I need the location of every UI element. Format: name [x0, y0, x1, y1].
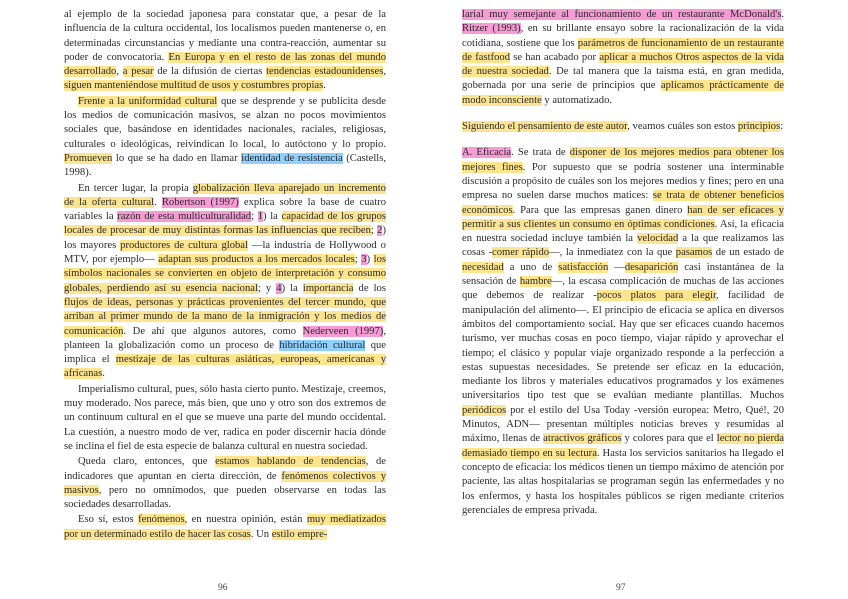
text-run: . Así, la eficacia en nuestra sociedad incluye también la — [462, 218, 784, 245]
text-run: . De tal manera que la taisma está, en gran medida, gobernada por una serie de principios que — [462, 66, 784, 92]
text-run: —, la inmediatez con la que — [549, 247, 676, 259]
highlighted-text: los símbolos nacionales se convierten en objeto de interpretación y consumo globales, perdiendo así su esencia nacional — [64, 254, 386, 294]
text-run: . — [781, 9, 784, 20]
highlighted-text: 1 — [257, 211, 264, 223]
highlighted-text: han de ser eficaces y permitir a sus clientes un consumo en óptimas condiciones — [462, 204, 784, 230]
text-run: . Hasta los servicios sanitarios ha llegado el concepto de eficacia: los médicos tienen un tiempo máximo de atención por paciente, las altas hospitalarias se programan según las enfermedades y no los enfermos, y hasta los hospitales públicos se rigen mediante criterios gerenciales de empresa privada. — [462, 447, 784, 516]
highlighted-text: aplicamos prácticamente de modo inconsciente — [462, 80, 784, 106]
highlighted-text: identidad de resistencia — [241, 152, 343, 164]
highlighted-text: a pesar — [122, 66, 154, 78]
right-page — [440, 0, 808, 599]
text-run: , facilidad de manipulación del alimento—. El principio de eficacia se aplica en diversos ámbitos del comportamiento social. Hay que ser eficaces cuando hacemos turismo, ver muchas cosas en poco tiempo, viajar rápido y aprovechar el tiempo; el clásico y popular viaje organizado responde a la perfección a estas supuestas necesidades. Se pretende ser eficaz en la educación, mediante los libros y materiales educativos programados y los exámenes universitarios tipo test que se evalúan mediante plantillas. Muchos — [462, 290, 784, 402]
paragraph — [462, 146, 784, 518]
highlighted-text: Ritzer (1993) — [462, 23, 521, 35]
text-run: casi instantánea de la sensación de — [462, 261, 784, 288]
highlighted-text: tendencias estadounidenses — [266, 66, 384, 78]
text-run: , — [383, 66, 387, 78]
text-run: ) — [366, 254, 374, 266]
paragraph — [462, 120, 784, 134]
text-run: En tercer lugar, la propia — [78, 182, 193, 194]
highlighted-text: estilo empre- — [271, 528, 328, 540]
text-run: Queda claro, entonces, que — [78, 456, 216, 468]
text-run: . — [154, 196, 162, 208]
highlighted-text: fenómenos colectivos y masivos — [64, 470, 386, 496]
paragraph — [64, 383, 386, 454]
highlighted-text: productores de cultura global — [120, 239, 248, 251]
highlighted-text: satisfacción — [558, 261, 609, 273]
highlighted-text: velocidad — [637, 233, 679, 245]
highlighted-text: 4 — [276, 282, 282, 294]
text-run: ; — [370, 225, 378, 237]
highlighted-text: fenómenos — [138, 514, 185, 526]
highlighted-text: 3 — [361, 254, 367, 266]
highlighted-text: hambre — [519, 276, 552, 288]
highlighted-text: importancia — [302, 282, 354, 294]
highlighted-text: periódicos — [462, 404, 507, 416]
highlighted-text: lector no pierda demasiado tiempo en su lectura — [462, 433, 785, 459]
text-run: , en nuestra opinión, están — [184, 514, 307, 526]
text-run: . Por supuesto que se podría sostener una interminable discusión a propósito de cuáles son los mejores medios y fines; pero en una empresa no suelen darse muchos matices: — [462, 161, 784, 202]
paragraph — [64, 455, 386, 512]
text-run: ; y — [257, 282, 277, 294]
highlighted-text: muy mediatizados por un determinado estilo de hacer las cosas — [64, 514, 386, 540]
highlighted-text: A. Eficacia — [462, 147, 512, 159]
highlighted-text: flujos de ideas, personas y prácticas provenientes del tercer mundo, que arriban al primer mundo de la mano de la inmigración y los medios de comunicación — [64, 296, 386, 337]
highlighted-text: siguen manteniéndose multitud de usos y costumbres propias — [64, 80, 324, 92]
text-run: que implica el — [64, 339, 386, 366]
text-run: : — [780, 121, 784, 133]
text-run: , de indicadores que apuntan en cierta dirección, de — [64, 456, 386, 482]
highlighted-text: pocos platos para elegir — [596, 290, 717, 302]
text-run: . De ahí que algunos autores, como — [123, 325, 303, 337]
highlighted-text: hibridación cultural — [279, 339, 366, 351]
text-run: y automatizado. — [541, 94, 613, 106]
text-run: de los — [353, 282, 386, 294]
highlighted-text: Nederveen (1997) — [302, 325, 384, 337]
highlighted-text: adaptan sus productos a los mercados locales — [158, 254, 355, 266]
text-run: ) la — [263, 211, 282, 223]
text-run: . Para que las empresas ganen dinero — [512, 204, 688, 216]
paragraph — [64, 95, 386, 181]
paragraph — [64, 513, 386, 542]
text-run: — — [608, 261, 625, 273]
text-run: ; — [251, 211, 258, 223]
left-page-text — [64, 8, 386, 542]
highlighted-text: estamos hablando de tendencias — [215, 456, 366, 468]
right-page-text — [462, 8, 784, 518]
page-number: 97 — [616, 583, 626, 593]
text-run: —, la escasa complicación de muchas de las acciones que debemos de realizar - — [462, 276, 784, 302]
highlighted-text: Robertson (1997) — [161, 196, 239, 208]
text-run: que se desprende y se publicita desde los medios de comunicación masivos, se alzan no pocos movimientos sociales que, basándose en identidades nacionales, raciales, religiosas, culturales o ideológicas, reivindican lo local, lo autóctono y lo propio. — [64, 95, 386, 150]
highlighted-text: principios — [737, 121, 781, 133]
highlighted-text: Siguiendo el pensamiento de este autor — [462, 121, 628, 133]
text-run: Eso sí, estos — [78, 514, 139, 526]
text-run: ) la — [281, 282, 303, 294]
text-run: , — [116, 66, 123, 78]
highlighted-text: mestizaje de las culturas asiáticas, europeas, americanas y africanas — [64, 354, 387, 380]
text-run: Imperialismo cultural, pues, sólo hasta cierto punto. Mestizaje, creemos, muy moderado. Nos parece, más bien, que uno y otro son dos extremos de un continuum cultural en el que se mueve una parte del mundo occidental. La cuestión, a nuestro modo de ver, radica en poder discernir hacia dónde se inclina el fiel de esta especie de balanza cultural en nuestra sociedad. — [64, 383, 386, 452]
text-run: , planteen la globalización como un proceso de — [64, 325, 386, 351]
text-run: . Un — [250, 528, 272, 540]
text-run: explica sobre la base de cuatro variables la — [64, 196, 386, 223]
highlighted-text: 2 — [377, 225, 383, 237]
text-run: ; — [354, 254, 362, 266]
highlighted-text: Promueven — [64, 152, 113, 164]
text-run: , pero no omnímodos, que pueden observarse en todas las sociedades desarrolladas. — [64, 484, 386, 511]
text-run: a la que realizamos las cosas - — [462, 233, 784, 259]
text-run: ) los mayores — [64, 225, 386, 251]
text-run: al ejemplo de la sociedad japonesa para constatar que, a pesar de la influencia de la cultura occidental, los localismos pueden mantenerse o, en determinadas circunstancias y mediante una contra-reacción, aumentar su poder de convocatoria. — [64, 9, 386, 63]
highlighted-text: capacidad de los grupos locales de procesar de muy distintas formas las influencias que reciben — [64, 211, 386, 237]
text-run: de la difusión de ciertas — [153, 66, 267, 78]
highlighted-text: En Europa y en el resto de las zonas del mundo desarrollado — [64, 51, 386, 78]
paragraph — [462, 8, 784, 108]
text-run: por el estilo del Usa Today -versión europea: Metro, Qué!, 20 Minutos, ADN— presentan múltiples noticias breves y resumidas al máximo, llenas de — [462, 404, 784, 445]
highlighted-text: razón de esta multiculturalidad — [117, 211, 252, 223]
text-run: —la industria de Hollywood o MTV, por ejemplo— — [64, 239, 386, 266]
text-run: a uno de — [503, 261, 559, 273]
highlighted-text: globalización lleva aparejado un incremento de la oferta cultural — [64, 182, 386, 208]
text-run: (Castells, 1998). — [64, 152, 386, 179]
text-run: y colores para que el — [621, 433, 717, 445]
text-run: se han acabado por — [510, 51, 600, 63]
page-number: 96 — [218, 583, 228, 593]
text-run: . Se trata de — [511, 147, 570, 159]
highlighted-text: Frente a la uniformidad cultural — [78, 95, 218, 107]
highlighted-text: parámetros de funcionamiento de un restaurante de fastfood — [462, 37, 784, 63]
highlighted-text: atractivos gráficos — [543, 433, 622, 445]
text-run: de un estado de — [712, 247, 784, 259]
text-run: , en su brillante ensayo sobre la racionalización de la vida cotidiana, sostiene que los — [462, 23, 784, 49]
highlighted-text: aplicar a muchos Otros aspectos de la vida de nuestra sociedad — [462, 51, 785, 78]
highlighted-text: pasamos — [675, 247, 713, 259]
highlighted-text: comer rápido — [492, 247, 550, 259]
left-page — [42, 0, 410, 599]
text-run: . — [102, 368, 105, 380]
text-run: . — [323, 80, 326, 92]
paragraph — [64, 8, 386, 94]
paragraph — [64, 182, 386, 382]
highlighted-text: disponer de los mejores medios para obtener los mejores fines — [462, 147, 784, 173]
highlighted-text: necesidad — [462, 261, 504, 273]
highlighted-text: desaparición — [624, 261, 679, 273]
text-run: lo que se ha dado en llamar — [112, 152, 242, 164]
text-run: , veamos cuáles son estos — [627, 121, 738, 133]
highlighted-text: larial muy semejante al funcionamiento de un restaurante McDonald's — [462, 9, 782, 20]
highlighted-text: se trata de obtener beneficios económicos — [462, 190, 784, 216]
